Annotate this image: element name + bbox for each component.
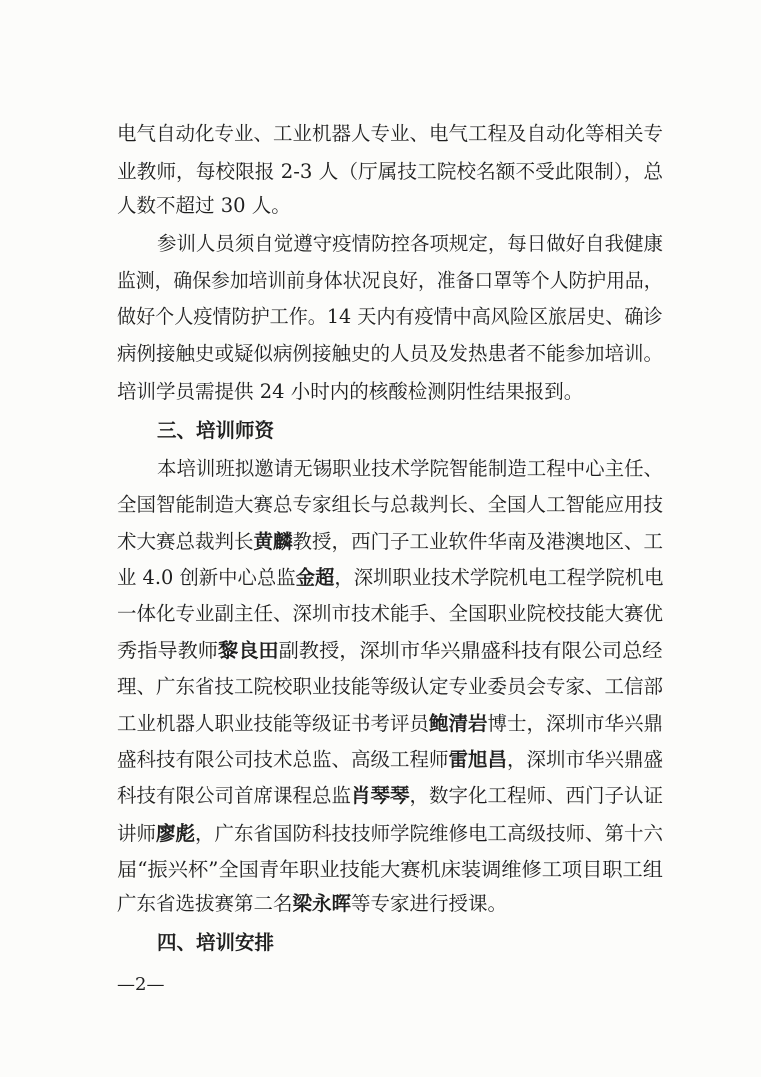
instructor-name: 黄麟 (253, 530, 293, 553)
section-heading: 三、培训师资 (157, 419, 275, 442)
paragraph-line: 科技有限公司首席课程总监肖琴琴，数字化工程师、西门子认证 (117, 784, 664, 807)
paragraph-line: 理、广东省技工院校职业技能等级认定专业委员会专家、工信部 (117, 675, 664, 698)
paragraph-line: 参训人员须自觉遵守疫情防控各项规定，每日做好自我健康 (157, 232, 664, 255)
paragraph-line: 本培训班拟邀请无锡职业技术学院智能制造工程中心主任、 (157, 457, 664, 480)
paragraph-line: 全国智能制造大赛总专家组长与总裁判长、全国人工智能应用技 (117, 493, 664, 516)
paragraph-line: 讲师廖彪，广东省国防科技技师学院维修电工高级技师、第十六 (117, 822, 664, 845)
paragraph-line: 监测，确保参加培训前身体状况良好，准备口罩等个人防护用品， (117, 269, 663, 292)
instructor-name: 金超 (295, 566, 335, 589)
page-number: —2— (117, 974, 165, 995)
paragraph-line: 人数不超过 30 人。 (117, 194, 291, 217)
paragraph-line: 业教师，每校限报 2-3 人（厅属技工院校名额不受此限制），总 (117, 160, 664, 183)
instructor-name: 雷旭昌 (448, 748, 508, 771)
paragraph-line: 做好个人疫情防护工作。14 天内有疫情中高风险区旅居史、确诊 (117, 305, 663, 328)
paragraph-line: 盛科技有限公司技术总监、高级工程师雷旭昌，深圳市华兴鼎盛 (117, 748, 664, 771)
paragraph-line: 届“振兴杯”全国青年职业技能大赛机床装调维修工项目职工组 (117, 858, 663, 881)
paragraph-line: 术大赛总裁判长黄麟教授，西门子工业软件华南及港澳地区、工 (117, 530, 664, 553)
paragraph-line: 工业机器人职业技能等级证书考评员鲍清岩博士，深圳市华兴鼎 (117, 712, 664, 735)
instructor-name: 鲍清岩 (429, 712, 488, 735)
paragraph-line: 病例接触史或疑似病例接触史的人员及发热患者不能参加培训。 (117, 342, 664, 365)
instructor-name: 黎良田 (218, 639, 279, 662)
paragraph-line: 业 4.0 创新中心总监金超，深圳职业技术学院机电工程学院机电 (117, 566, 664, 589)
section-heading: 四、培训安排 (157, 931, 275, 954)
paragraph-line: 培训学员需提供 24 小时内的核酸检测阴性结果报到。 (117, 380, 584, 403)
paragraph-line: 广东省选拔赛第二名梁永晖等专家进行授课。 (117, 892, 508, 915)
instructor-name: 廖彪 (156, 822, 196, 845)
instructor-name: 梁永晖 (292, 892, 352, 915)
paragraph-line: 秀指导教师黎良田副教授，深圳市华兴鼎盛科技有限公司总经 (117, 639, 663, 662)
paragraph-line: 一体化专业副主任、深圳市技术能手、全国职业院校技能大赛优 (117, 602, 664, 625)
instructor-name: 肖琴琴 (351, 784, 410, 807)
paragraph-line: 电气自动化专业、工业机器人专业、电气工程及自动化等相关专 (117, 122, 664, 145)
